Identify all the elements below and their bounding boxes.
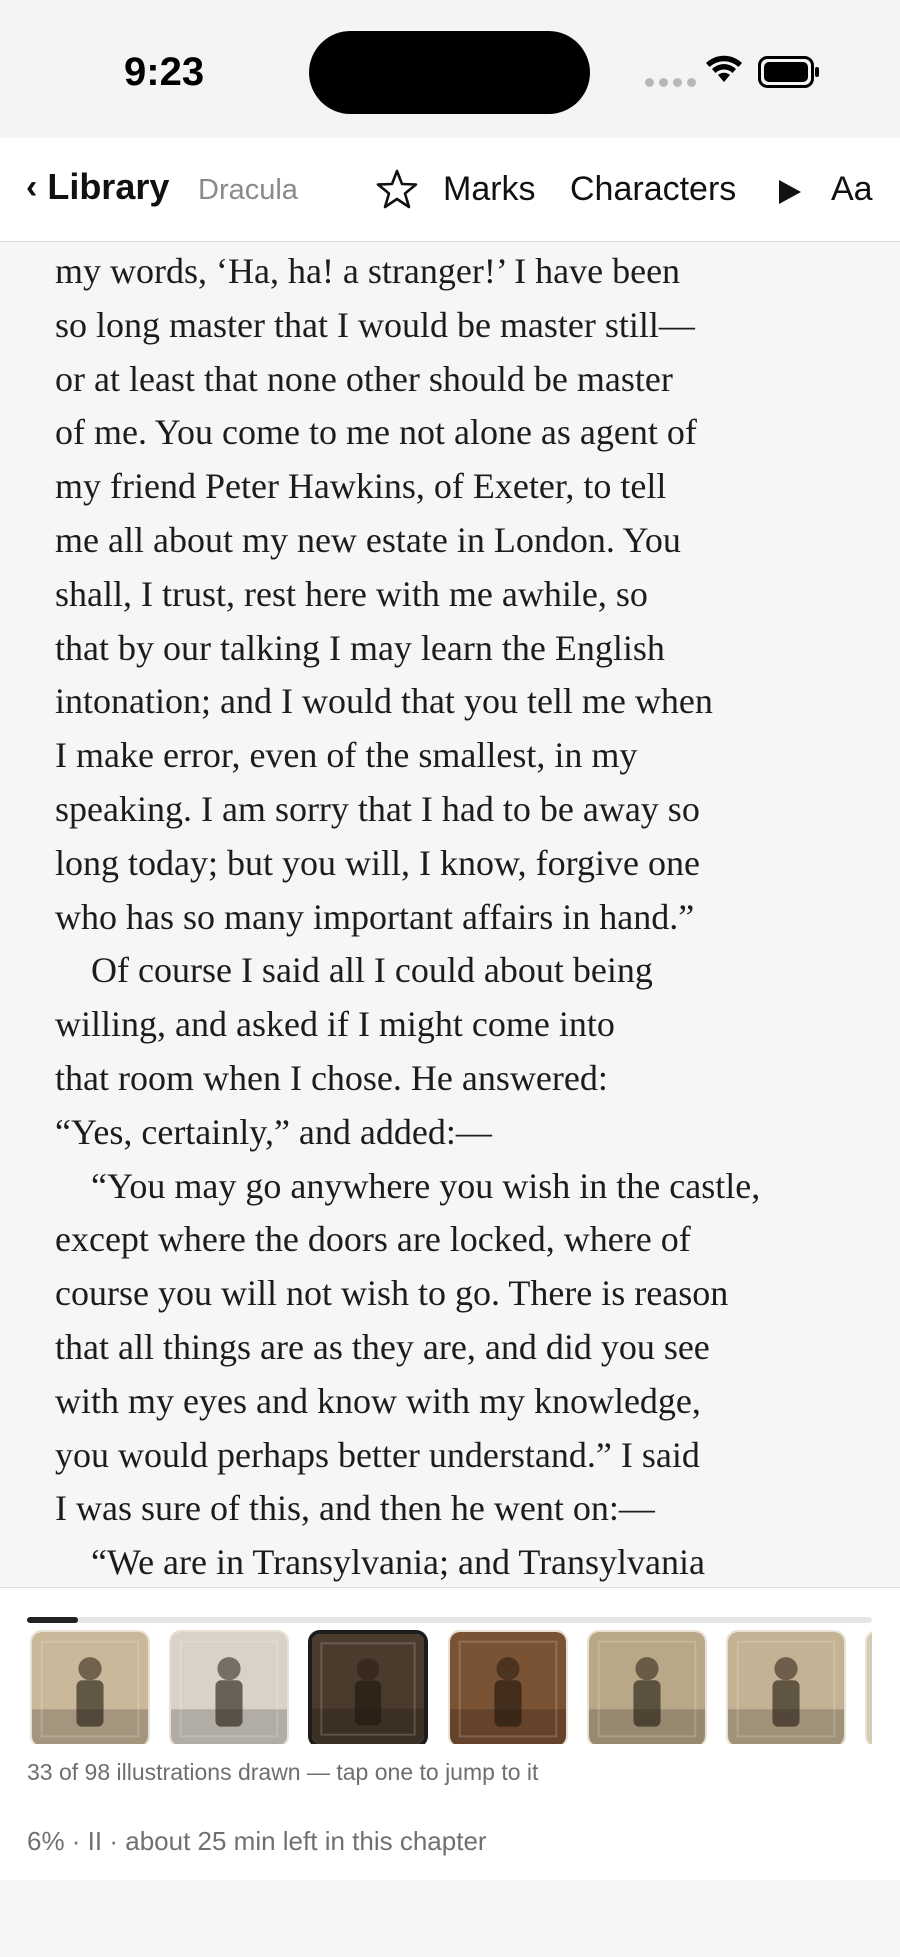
- wifi-icon: [704, 54, 744, 84]
- text-line: or at least that none other should be master: [55, 358, 673, 399]
- chevron-left-icon: ‹: [26, 167, 38, 206]
- illustration-thumbnail[interactable]: [587, 1630, 707, 1744]
- illustration-image: [589, 1632, 705, 1744]
- marks-button[interactable]: Marks: [443, 170, 536, 208]
- illustration-image: [728, 1632, 844, 1744]
- text-line: that room when I chose. He answered:: [55, 1057, 608, 1098]
- reader-text[interactable]: [55, 245, 845, 1585]
- text-line: me all about my new estate in London. You: [55, 519, 681, 560]
- signal-dots-icon: [645, 78, 696, 87]
- dynamic-island: [309, 31, 590, 114]
- illustration-thumbnail[interactable]: [726, 1630, 846, 1744]
- text-line: that all things are as they are, and did you see: [55, 1326, 710, 1367]
- illustration-strip[interactable]: [30, 1624, 872, 1744]
- text-line: shall, I trust, rest here with me awhile, so: [55, 573, 648, 614]
- text-line: “Yes, certainly,” and added:—: [55, 1111, 492, 1152]
- illustration-image: [32, 1632, 148, 1744]
- illustration-scroll-indicator: [27, 1617, 78, 1623]
- text-line: course you will not wish to go. There is reason: [55, 1273, 729, 1314]
- battery-icon: [758, 56, 820, 88]
- illustration-thumbnail[interactable]: [308, 1630, 428, 1744]
- font-settings-button[interactable]: Aa: [831, 170, 873, 208]
- text-line: “We are in Transylvania; and Transylvania: [91, 1542, 706, 1583]
- status-time: 9:23: [124, 50, 205, 94]
- text-line: my friend Peter Hawkins, of Exeter, to tell: [55, 466, 667, 507]
- play-icon[interactable]: [777, 178, 803, 206]
- book-title: Dracula: [198, 174, 298, 206]
- text-line: willing, and asked if I might come into: [55, 1004, 615, 1045]
- illustration-thumbnail[interactable]: [30, 1630, 150, 1744]
- status-bar: [0, 0, 900, 138]
- text-line: who has so many important affairs in hand.”: [55, 896, 695, 937]
- reader-nav-bar: [0, 138, 900, 242]
- text-line: my words, ‘Ha, ha! a stranger!’ I have been: [55, 251, 681, 291]
- text-line: “You may go anywhere you wish in the castle,: [91, 1165, 761, 1206]
- library-back-button[interactable]: [26, 166, 169, 208]
- text-line: you would perhaps better understand.” I said: [55, 1434, 700, 1475]
- text-line: except where the doors are locked, where of: [55, 1219, 691, 1260]
- illustration-image: [450, 1632, 566, 1744]
- illustration-thumbnail[interactable]: [448, 1630, 568, 1744]
- text-line: long today; but you will, I know, forgive one: [55, 842, 700, 883]
- text-line: I make error, even of the smallest, in my: [55, 735, 638, 776]
- illustration-image: [312, 1634, 424, 1744]
- library-back-label: Library: [47, 166, 170, 207]
- star-icon[interactable]: [376, 168, 418, 210]
- illustrations-panel: [0, 1587, 900, 1880]
- reading-progress-status: 6% · II · about 25 min left in this chapter: [27, 1826, 487, 1856]
- illustration-thumbnail[interactable]: [865, 1630, 872, 1744]
- text-line: speaking. I am sorry that I had to be away so: [55, 788, 700, 829]
- text-line: with my eyes and know with my knowledge,: [55, 1380, 701, 1421]
- illustration-image: [171, 1632, 287, 1744]
- text-line: that by our talking I may learn the English: [55, 627, 665, 668]
- text-line: I was sure of this, and then he went on:—: [55, 1488, 655, 1529]
- text-line: intonation; and I would that you tell me when: [55, 681, 713, 722]
- text-line: of me. You come to me not alone as agent of: [55, 412, 697, 453]
- text-line: Of course I said all I could about being: [91, 950, 653, 991]
- illustrations-caption: 33 of 98 illustrations drawn — tap one to jump to it: [27, 1759, 539, 1785]
- illustration-scroll-track[interactable]: [27, 1617, 872, 1623]
- characters-button[interactable]: Characters: [570, 170, 737, 208]
- text-line: so long master that I would be master still—: [55, 304, 695, 345]
- illustration-thumbnail[interactable]: [169, 1630, 289, 1744]
